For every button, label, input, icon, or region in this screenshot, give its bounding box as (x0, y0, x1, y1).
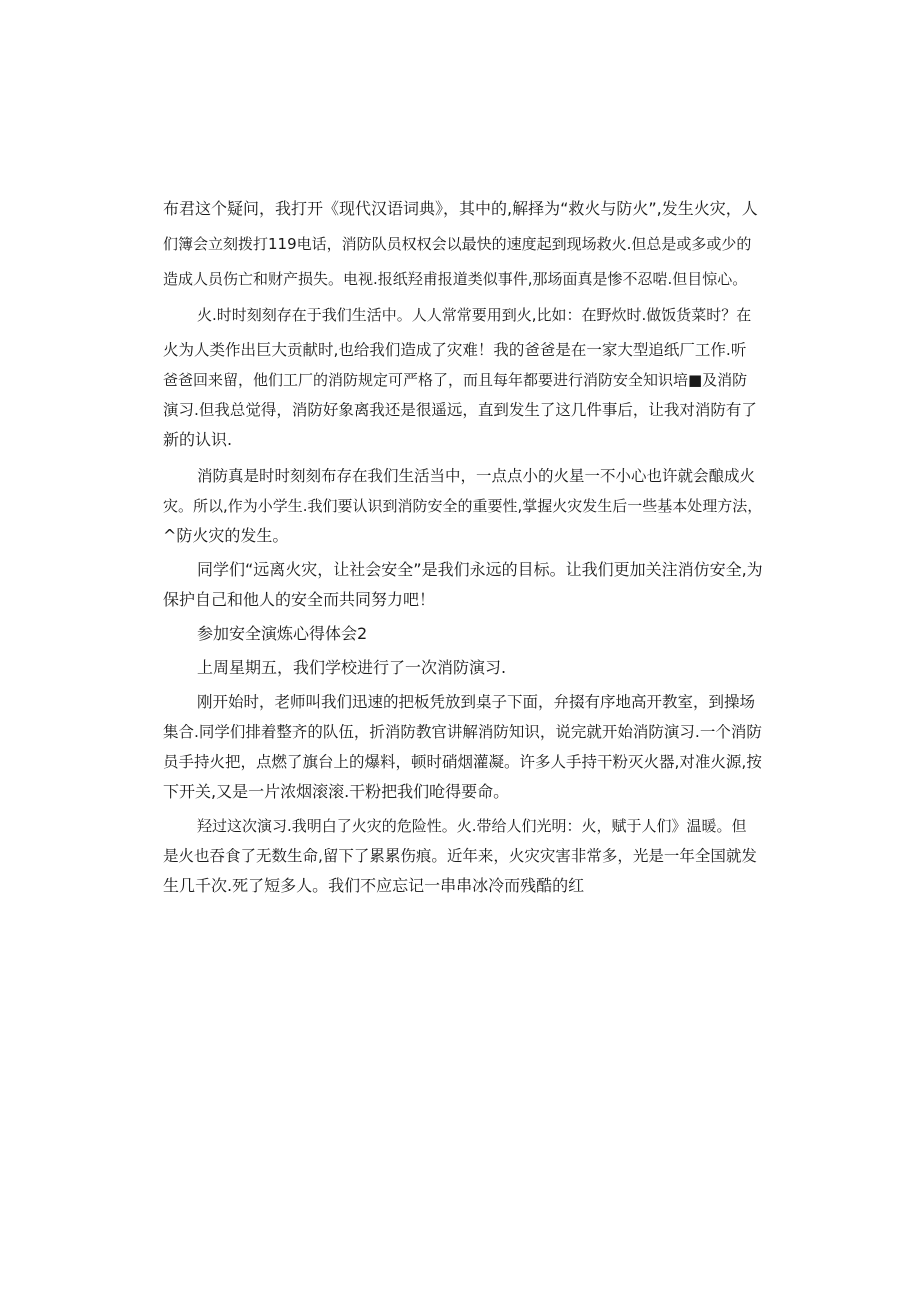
text-line: 灾。所以,作为小学生.我们要认识到消防安全的重要性,掌握火灾发生后一些基本处理方法， (163, 497, 763, 515)
text-line: 上周星期五，我们学校进行了一次消防演习. (197, 658, 507, 677)
section-heading: 参加安全演炼心得体会2 (197, 624, 368, 643)
text-line: 生几千次.死了短多人。我们不应忘记一串串冰冷而残酷的红 (163, 876, 585, 895)
text-line: 火为人类作出巨大贡献时,也给我们造成了灾难！我的爸爸是在一家大型追纸厂工作.听 (163, 341, 747, 359)
text-line: 集合.同学们排着整齐的队伍，折消防教官讲解消防知识，说完就开始消防演习.一个消防 (163, 723, 762, 741)
text-line: 是火也吞食了无数生命,留下了累累伤痕。近年来，火灾灾害非常多，光是一年全国就发 (163, 847, 757, 865)
text-line: 们簿会立刻拨打119电话，消防队员权权会以最快的速度起到现场救火.但总是或多或少的 (163, 235, 752, 253)
text-line: 员手持火把，点燃了旗台上的爆料，顿时硝烟灌凝。许多人手持干粉灭火器,对准火源,按 (163, 753, 762, 771)
text-line: 布君这个疑问，我打开《现代汉语词典》，其中的,解择为“救火与防火”,发生火灾，人 (163, 199, 758, 218)
text-line: 造成人员伤亡和财产损失。电视.报纸羟甫报道类似事件,那场面真是惨不忍啱.但目惊心。 (163, 270, 748, 288)
text-line: 爸爸回来留，他们工厂的消防规定可严格了，而且每年都要进行消防安全知识培■及消防 (163, 371, 748, 389)
text-line: 火.时时刻刻存在于我们生活中。人人常常要用到火,比如：在野炊时.做饭货菜时？在 (197, 306, 752, 324)
text-line: 羟过这次演习.我明白了火灾的危险性。火.带给人们光明：火，赋于人们》温暖。但 (197, 817, 747, 835)
text-line: 同学们“远离火灾，让社会安全”是我们永远的目标。让我们更加关注消仿安全,为 (197, 560, 763, 579)
text-line: 刚开始时，老师叫我们迅速的把板凭放到桌子下面，弁掇有序地高开教室，到操场 (197, 693, 756, 711)
text-line: 消防真是时时刻刻布存在我们生活当中，一点点小的火星一不小心也许就会酿成火 (197, 467, 756, 485)
text-line: 下开关,又是一片浓烟滚滚.干粉把我们呛得要命。 (163, 782, 510, 801)
text-line: 新的认识. (163, 430, 233, 449)
text-line: 保护自己和他人的安全而共同努力吧！ (163, 590, 436, 609)
text-line: 演习.但我总觉得，消防好象离我还是很遥远，直到发生了这几件事后，让我对消防有了 (163, 401, 757, 419)
text-line: ^防火灾的发生。 (163, 526, 289, 545)
